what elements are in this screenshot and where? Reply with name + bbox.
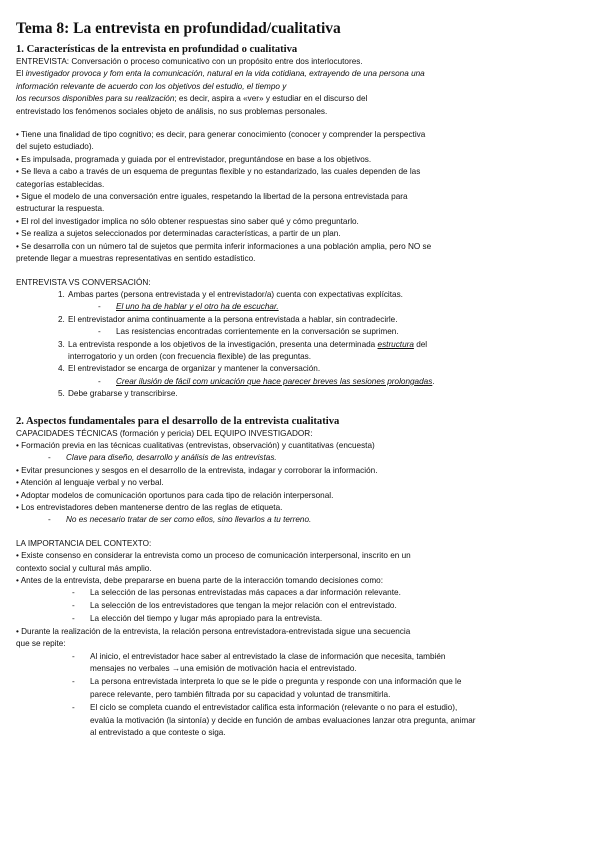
bullet-continuation: estructurar la respuesta.: [16, 204, 105, 214]
list-text: del: [413, 339, 428, 349]
intro-line: ENTREVISTA: Conversación o proceso comunicativo con un propósito entre dos interlocutores.: [16, 57, 363, 66]
sub-item: [16, 587, 586, 600]
bullet-item: • Formación previa en las técnicas cualitativas (entrevistas, observación) y cuantitativas (encuesta): [16, 440, 375, 450]
sub-text: Al inicio, el entrevistador hace saber al entrevistado la clase de información que necesita, también: [90, 651, 446, 661]
sub-item: [16, 676, 586, 702]
list-item: [16, 363, 586, 375]
page-title: Tema 8: La entrevista en profundidad/cualitativa: [16, 20, 341, 37]
underlined-word: estructura: [377, 339, 414, 349]
list-number: 2.: [58, 314, 65, 324]
intro-text: ; es decir, aspira a «ver» y estudiar en el discurso del: [174, 94, 368, 104]
subsection-heading: LA IMPORTANCIA DEL CONTEXTO:: [16, 538, 152, 548]
dash-marker: -: [72, 677, 75, 687]
list-text: El entrevistador se encarga de organizar y mantener la conversación.: [68, 364, 321, 374]
bullet-item: • Se realiza a sujetos seleccionados por determinadas características, a partir de un plan.: [16, 229, 341, 239]
dash-marker: -: [98, 376, 101, 386]
list-item: [16, 314, 586, 326]
intro-line: [16, 93, 586, 105]
list-item: [16, 339, 586, 364]
bullet-continuation: que se repite:: [16, 639, 66, 649]
bullet-continuation: del sujeto estudiado).: [16, 142, 94, 152]
sub-text: La selección de los entrevistadores que tengan la mejor relación con el entrevistado.: [90, 601, 397, 611]
dash-marker: -: [98, 327, 101, 337]
section-heading-1: 1. Características de la entrevista en profundidad o cualitativa: [16, 44, 298, 55]
sub-item: [16, 702, 586, 740]
subsection-heading: ENTREVISTA VS CONVERSACIÓN:: [16, 277, 151, 287]
bullet-continuation: pretende llegar a muestras representativas en sentido estadístico.: [16, 254, 256, 264]
intro-line: información relevante de acuerdo con los objetivos del estudio, el tiempo y: [16, 81, 287, 91]
bullet-item: • Evitar presunciones y sesgos en el desarrollo de la entrevista, indagar y corroborar la información.: [16, 465, 378, 475]
list-number: 4.: [58, 364, 65, 374]
sub-item: [16, 452, 586, 464]
list-text: Debe grabarse y transcribirse.: [68, 389, 178, 399]
list-text: La entrevista responde a los objetivos de la investigación, presenta una determinada: [68, 339, 378, 349]
sub-text: El uno ha de hablar y el otro ha de escuchar.: [116, 302, 279, 312]
dash-marker: -: [98, 302, 101, 312]
list-number: 1.: [58, 289, 65, 299]
sub-item: [16, 326, 586, 338]
dash-marker: -: [72, 702, 75, 712]
sub-item: [16, 376, 586, 388]
intro-line: entrevistado los fenómenos sociales objeto de análisis, no sus problemas personales.: [16, 106, 328, 116]
bullet-item: • Adoptar modelos de comunicación oportunos para cada tipo de relación interpersonal.: [16, 490, 334, 500]
numbered-list: [16, 289, 586, 401]
sub-text: La persona entrevistada interpreta lo que se le pide o pregunta y responde con una información que le: [90, 677, 462, 687]
bullet-item: • Tiene una finalidad de tipo cognitivo; es decir, para generar conocimiento (conocer y comprender la perspectiva: [16, 130, 426, 140]
dash-marker: -: [72, 601, 75, 611]
section-heading-2: 2. Aspectos fundamentales para el desarrollo de la entrevista cualitativa: [16, 415, 340, 427]
bullet-item: • Es impulsada, programada y guiada por el entrevistador, preguntándose en base a los objetivos.: [16, 154, 372, 164]
dash-marker: -: [72, 614, 75, 624]
bullet-item: • Antes de la entrevista, debe prepararse en buena parte de la interacción tomando decisiones como:: [16, 576, 383, 586]
sub-text: No es necesario tratar de ser como ellos, sino llevarlos a tu terreno.: [66, 515, 312, 525]
sub-text: .: [432, 376, 435, 386]
intro-text: El: [16, 69, 26, 79]
intro-italic: los recursos disponibles para su realización: [16, 94, 175, 104]
sub-text: mensajes no verbales →una emisión de motivación hacia el entrevistado.: [90, 664, 357, 674]
bullet-item: • Durante la realización de la entrevista, la relación persona entrevistadora-entrevistada sigue una secuencia: [16, 626, 411, 636]
dash-marker: -: [48, 453, 51, 463]
sub-text: Crear ilusión de fácil com unicación que hace parecer breves las sesiones prolongadas: [116, 376, 433, 386]
sub-text: La selección de las personas entrevistadas más capaces a dar información relevante.: [90, 588, 401, 598]
bullet-continuation: contexto social y cultural más amplio.: [16, 563, 152, 573]
bullet-item: • Existe consenso en considerar la entrevista como un proceso de comunicación interpersonal, inscrito en un: [16, 551, 411, 561]
list-text: El entrevistador anima continuamente a la persona entrevistada a hablar, sin contradecirle.: [68, 314, 398, 324]
bullet-item: • Se desarrolla con un número tal de sujetos que permita inferir informaciones a una población amplia, pero NO se: [16, 241, 432, 251]
list-item: [16, 289, 586, 301]
bullet-continuation: categorías establecidas.: [16, 179, 105, 189]
sub-text: La elección del tiempo y lugar más apropiado para la entrevista.: [90, 614, 323, 624]
dash-marker: -: [72, 651, 75, 661]
bullet-item: • Atención al lenguaje verbal y no verbal.: [16, 478, 164, 488]
dash-marker: -: [48, 515, 51, 525]
sub-text: El ciclo se completa cuando el entrevistador califica esta información (relevante o no para el estudio),: [90, 702, 458, 712]
intro-line: [16, 68, 586, 80]
document-page: [16, 20, 586, 740]
bullet-item: • Sigue el modelo de una conversación entre iguales, respetando la libertad de la persona entrevistada para: [16, 192, 408, 202]
sub-item: [16, 514, 586, 526]
sub-item: [16, 301, 586, 313]
sub-text: parece relevante, pero también filtrada por su capacidad y voluntad de transmitirla.: [90, 690, 391, 700]
dash-marker: -: [72, 588, 75, 598]
sub-text: Clave para diseño, desarrollo y análisis de las entrevistas.: [66, 453, 277, 463]
bullet-item: • Los entrevistadores deben mantenerse dentro de las reglas de etiqueta.: [16, 503, 283, 512]
bullet-item: • Se lleva a cabo a través de un esquema de preguntas flexible y no estandarizado, las cuales dependen de las: [16, 167, 421, 177]
list-item: [16, 388, 586, 400]
sub-item: [16, 613, 586, 626]
subsection-heading: CAPACIDADES TÉCNICAS (formación y pericia) DEL EQUIPO INVESTIGADOR:: [16, 428, 313, 438]
sub-text: Las resistencias encontradas corrientemente en la conversación se suprimen.: [116, 327, 399, 337]
sub-item: [16, 600, 586, 613]
intro-italic: investigador provoca y fom enta la comunicación, natural en la vida cotidiana, extrayendo de una persona una: [25, 69, 425, 79]
bullet-item: • El rol del investigador implica no sólo obtener respuestas sino saber qué y cómo preguntarlo.: [16, 216, 359, 226]
sub-text: evalúa la motivación (la sintonía) y decide en función de ambas evaluaciones lanzar otra pregunta, animar: [90, 715, 476, 725]
list-text: interrogatorio y un orden (con frecuencia flexible) de las preguntas.: [68, 351, 312, 361]
sub-item: [16, 651, 586, 677]
list-number: 3.: [58, 339, 65, 349]
list-text: Ambas partes (persona entrevistada y el entrevistador/a) cuenta con expectativas explícitas.: [68, 289, 403, 299]
sub-text: al entrevistado a que conteste o siga.: [90, 728, 226, 738]
list-number: 5.: [58, 389, 65, 399]
